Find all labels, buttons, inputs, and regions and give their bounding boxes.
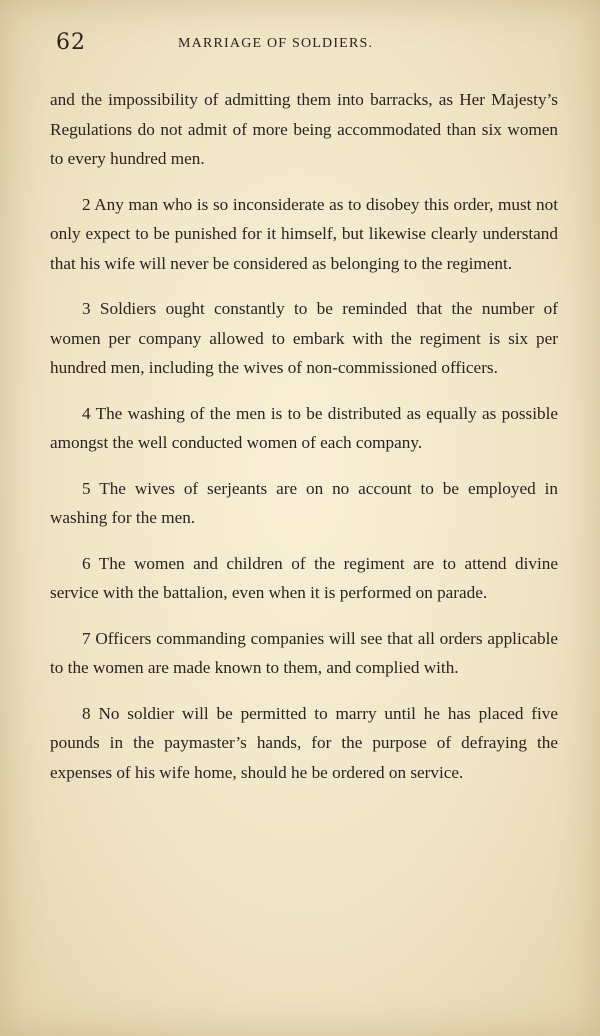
paragraph-3: 3 Soldiers ought constantly to be reminded that the number of women per company allowed to embark with the regiment is six per hundred men, including the wives of non-commissioned officers. [50, 299, 558, 377]
paragraph-2: 2 Any man who is so inconsiderate as to disobey this order, must not only expect to be punished for it himself, but likewise clearly understand that his wife will never be considered as belonging to the regiment. [50, 194, 558, 273]
paragraph-7: 7 Officers commanding companies will see that all orders applicable to the women are made known to them, and complied with. [50, 628, 558, 677]
paragraph-8: 8 No soldier will be permitted to marry until he has placed five pounds in the paymaster’s hands, for the purpose of defraying the expenses of his wife home, should he be ordered on service. [50, 703, 558, 782]
paragraph-4: 4 The washing of the men is to be distributed as equally as possible amongst the well conducted women of each company. [50, 403, 558, 452]
running-head [48, 30, 552, 62]
page-number: 62 [56, 30, 86, 55]
header-title: MARRIAGE OF SOLDIERS. [178, 36, 374, 51]
body-text [50, 85, 558, 803]
paragraph-continuation: and the impossibility of admitting them into barracks, as Her Majesty’s Regulations do not admit of more being accommodated than six women to every hundred men. [50, 90, 558, 168]
paragraph-5: 5 The wives of serjeants are on no account to be employed in washing for the men. [50, 478, 558, 527]
paragraph-6: 6 The women and children of the regiment are to attend divine service with the battalion, even when it is performed on parade. [50, 553, 558, 602]
